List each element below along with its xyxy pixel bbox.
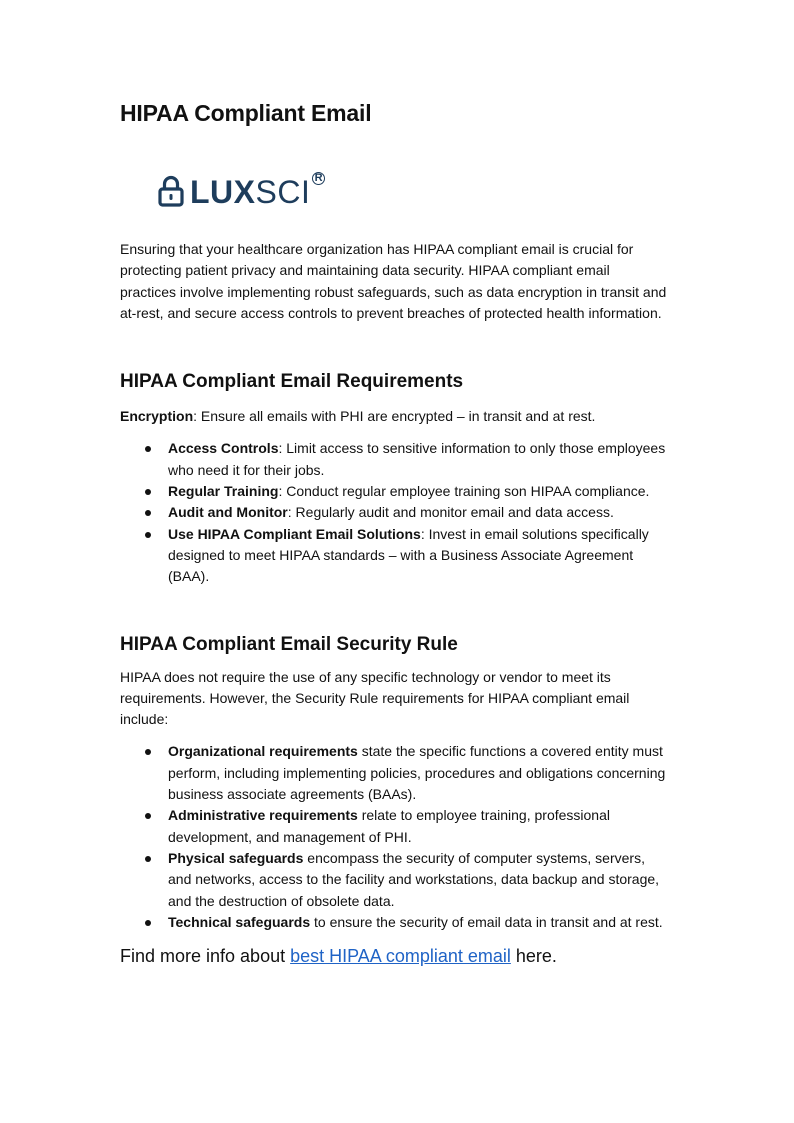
logo-text-bold: LUX bbox=[190, 174, 256, 210]
list-item-label: Audit and Monitor bbox=[168, 504, 288, 521]
list-item-text: state the specific functions a covered entity must perform, including implementing policies, procedures and obligations concerning business associate agreements (BAAs). bbox=[168, 743, 666, 803]
footer-prefix: Find more info about bbox=[120, 946, 291, 967]
list-item bbox=[168, 438, 668, 481]
list-item-label: Physical safeguards bbox=[168, 849, 304, 866]
list-item bbox=[168, 848, 668, 912]
security-rule-list bbox=[120, 741, 668, 933]
list-item bbox=[168, 741, 668, 805]
security-rule-intro: HIPAA does not require the use of any specific technology or vendor to meet its requirements. However, the Security Rule requirements for HIPAA compliant email include: bbox=[120, 668, 630, 728]
list-item-text: : Regularly audit and monitor email and data access. bbox=[287, 504, 614, 521]
list-item-label: Access Controls bbox=[168, 440, 279, 457]
registered-mark: R bbox=[312, 172, 325, 185]
logo-text-regular: SCI bbox=[255, 174, 311, 210]
list-item bbox=[168, 912, 668, 933]
list-item bbox=[168, 805, 668, 848]
list-item-text: : Limit access to sensitive information to only those employees who need it for their jobs. bbox=[168, 440, 666, 478]
list-item-label: Administrative requirements bbox=[168, 807, 358, 824]
page-title: HIPAA Compliant Email bbox=[120, 100, 372, 126]
encryption-paragraph bbox=[120, 406, 668, 427]
list-item-text: encompass the security of computer systems, servers, and networks, access to the facility and workstations, data backup and storage, and the destruction of obsolete data. bbox=[168, 849, 660, 909]
list-item bbox=[168, 502, 668, 523]
document-page bbox=[120, 96, 668, 969]
requirements-list bbox=[120, 438, 668, 587]
footer-suffix: here. bbox=[510, 946, 557, 967]
list-item-text: to ensure the security of email data in transit and at rest. bbox=[310, 913, 663, 930]
padlock-icon bbox=[158, 174, 184, 208]
list-item-label: Organizational requirements bbox=[168, 743, 358, 760]
encryption-label: Encryption bbox=[120, 408, 194, 425]
list-item-label: Technical safeguards bbox=[168, 913, 311, 930]
list-item bbox=[168, 524, 668, 588]
requirements-heading: HIPAA Compliant Email Requirements bbox=[120, 371, 464, 393]
list-item-text: relate to employee training, professional development, and management of PHI. bbox=[168, 807, 610, 845]
list-item-text: : Conduct regular employee training son HIPAA compliance. bbox=[278, 483, 650, 500]
list-item-label: Regular Training bbox=[168, 483, 279, 500]
list-item-text: : Invest in email solutions specifically designed to meet HIPAA standards – with a Business Associate Agreement (BAA). bbox=[168, 525, 649, 585]
security-rule-heading: HIPAA Compliant Email Security Rule bbox=[120, 633, 458, 655]
footer-paragraph bbox=[120, 943, 668, 969]
luxsci-logo bbox=[158, 174, 668, 214]
intro-paragraph: Ensuring that your healthcare organization has HIPAA compliant email is crucial for protecting patient privacy and maintaining data security. HIPAA compliant email practices involve implementing robust safeguards, such as data encryption in transit and at-rest, and secure access controls to prevent breaches of protected health information. bbox=[120, 241, 667, 321]
best-hipaa-email-link[interactable]: best HIPAA compliant email bbox=[290, 946, 511, 967]
list-item-label: Use HIPAA Compliant Email Solutions bbox=[168, 525, 421, 542]
encryption-text: : Ensure all emails with PHI are encrypted – in transit and at rest. bbox=[193, 408, 596, 425]
list-item bbox=[168, 481, 668, 502]
